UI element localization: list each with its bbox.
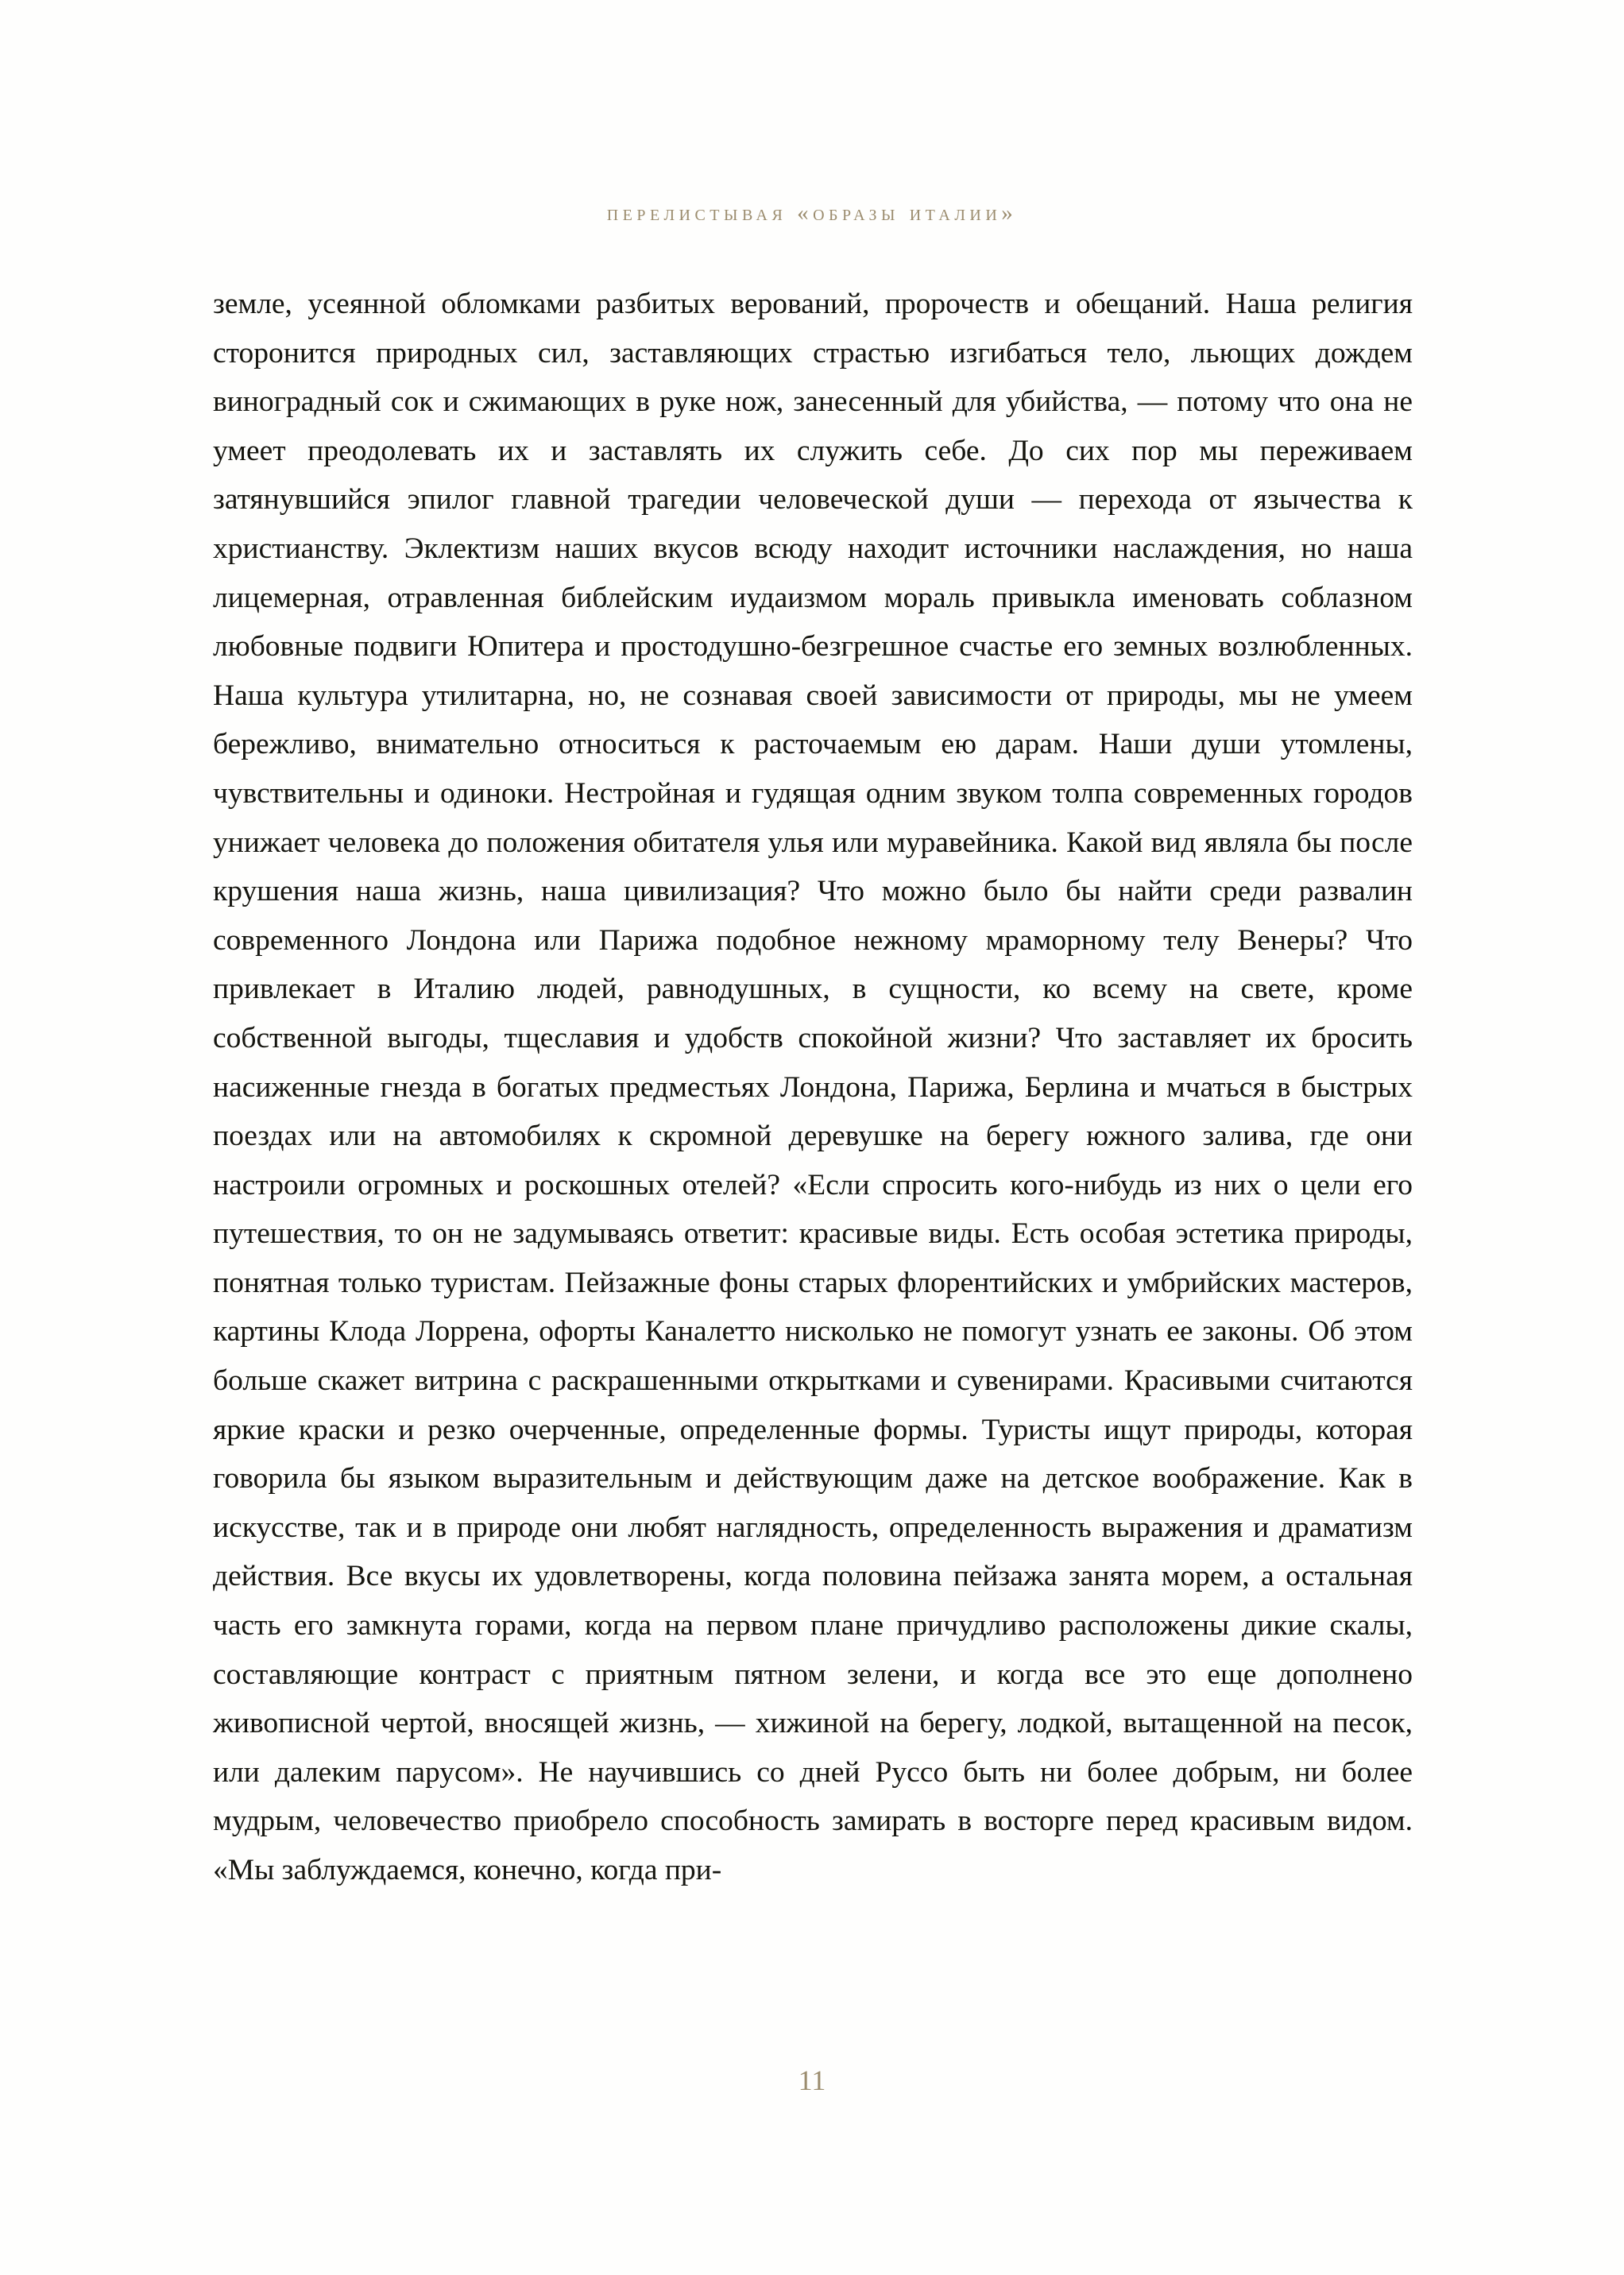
page-body-text — [213, 280, 1413, 1895]
running-head — [0, 200, 1624, 226]
page-number: 11 — [798, 2064, 826, 2096]
running-head-text: перелистывая «образы италии» — [606, 200, 1018, 226]
body-paragraph: земле, усеянной обломками разбитых верований, пророчеств и обещаний. Наша религия сторонится природных сил, заставляющих страстью изгибаться тело, льющих дождем виноградный сок и сжимающих в руке нож, занесенный для убийства, — потому что она не умеет преодолевать их и заставлять их служить себе. До сих пор мы переживаем затянувшийся эпилог главной трагедии человеческой души — перехода от язычества к христианству. Эклектизм наших вкусов всюду находит источники наслаждения, но наша лицемерная, отравленная библейским иудаизмом мораль привыкла именовать соблазном любовные подвиги Юпитера и простодушно-безгрешное счастье его земных возлюбленных. Наша культура утилитарна, но, не сознавая своей зависимости от природы, мы не умеем бережливо, внимательно относиться к расточаемым ею дарам. Наши души утомлены, чувствительны и одиноки. Нестройная и гудящая одним звуком толпа современных городов унижает человека до положения обитателя улья или муравейника. Какой вид являла бы после крушения наша жизнь, наша цивилизация? Что можно было бы найти среди развалин современного Лондона или Парижа подобное нежному мраморному телу Венеры? Что привлекает в Италию людей, равнодушных, в сущности, ко всему на свете, кроме собственной выгоды, тщеславия и удобств спокойной жизни? Что заставляет их бросить насиженные гнезда в богатых предместьях Лондона, Парижа, Берлина и мчаться в быстрых поездах или на автомобилях к скромной деревушке на берегу южного залива, где они настроили огромных и роскошных отелей? «Если спросить кого-нибудь из них о цели его путешествия, то он не задумываясь ответит: красивые виды. Есть особая эстетика природы, понятная только туристам. Пейзажные фоны старых флорентийских и умбрийских мастеров, картины Клода Лоррена, офорты Каналетто нисколько не помогут узнать ее законы. Об этом больше скажет витрина с раскрашенными открытками и сувенирами. Красивыми считаются яркие краски и резко очерченные, определенные формы. Туристы ищут природы, которая говорила бы языком выразительным и действующим даже на детское воображение. Как в искусстве, так и в природе они любят наглядность, определенность выражения и драматизм действия. Все вкусы их удовлетворены, когда половина пейзажа занята морем, а остальная часть его замкнута горами, когда на первом плане причудливо расположены дикие скалы, составляющие контраст с приятным пятном зелени, и когда все это еще дополнено живописной чертой, вносящей жизнь, — хижиной на берегу, лодкой, вытащенной на песок, или далеким парусом». Не научившись со дней Руссо быть ни более добрым, ни более мудрым, человечество приобрело способность замирать в восторге перед красивым видом. «Мы заблуждаемся, конечно, когда при- — [213, 288, 1413, 1886]
